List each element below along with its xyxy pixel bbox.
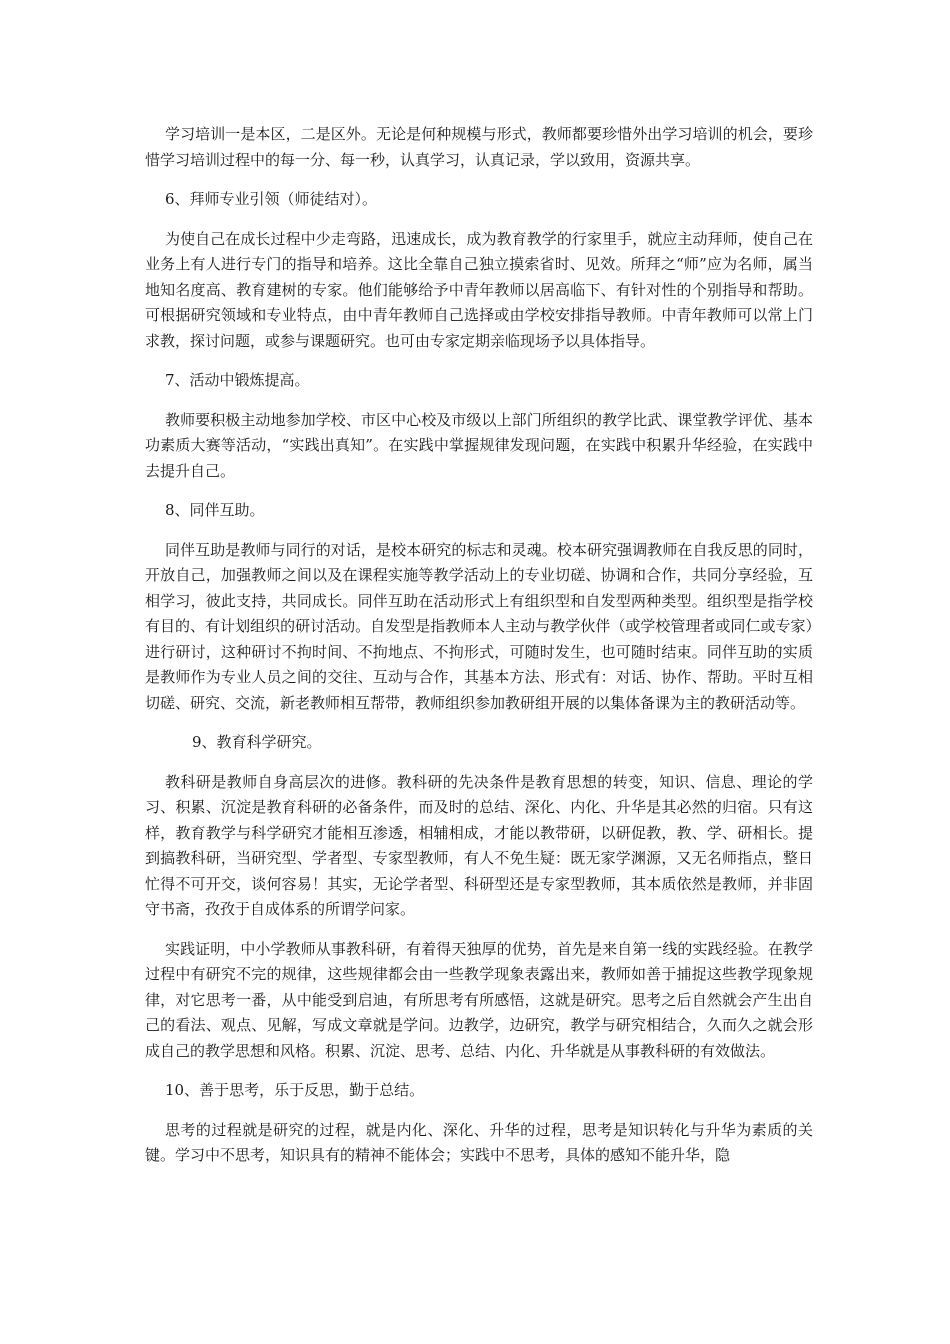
document-body	[145, 122, 813, 1183]
paragraph-training: 学习培训一是本区，二是区外。无论是何种规模与形式，教师都要珍惜外出学习培训的机会，要珍惜学习培训过程中的每一分、每一秒，认真学习，认真记录，学以致用，资源共享。	[145, 125, 813, 169]
heading-item-7: 7、活动中锻炼提高。	[165, 371, 310, 389]
heading-item-8: 8、同伴互助。	[165, 501, 265, 519]
paragraph-activities: 教师要积极主动地参加学校、市区中心校及市级以上部门所组织的教学比武、课堂教学评优、基本功素质大赛等活动，“实践出真知”。在实践中掌握规律发现问题，在实践中积累升华经验，在实践中去提升自己。	[145, 410, 813, 480]
heading-item-10: 10、善于思考，乐于反思，勤于总结。	[165, 1081, 425, 1099]
paragraph-research-2: 实践证明，中小学教师从事教科研，有着得天独厚的优势，首先是来自第一线的实践经验。在教学过程中有研究不完的规律，这些规律都会由一些教学现象表露出来，教师如善于捕捉这些教学现象规律，对它思考一番，从中能受到启迪，有所思考有所感悟，这就是研究。思考之后自然就会产生出自己的看法、观点、见解，写成文章就是学问。边教学，边研究，教学与研究相结合，久而久之就会形成自己的教学思想和风格。积累、沉淀、思考、总结、内化、升华就是从事教科研的有效做法。	[145, 939, 813, 1060]
paragraph-research-1: 教科研是教师自身高层次的进修。教科研的先决条件是教育思想的转变，知识、信息、理论的学习、积累、沉淀是教育科研的必备条件，而及时的总结、深化、内化、升华是其必然的归宿。只有这样，教育教学与科学研究才能相互渗透，相辅相成，才能以教带研，以研促教，教、学、研相长。提到搞教科研，当研究型、学者型、专家型教师，有人不免生疑：既无家学渊源，又无名师指点，整日忙得不可开交，谈何容易！其实，无论学者型、科研型还是专家型教师，其本质依然是教师，并非固守书斋，孜孜于自成体系的所谓学问家。	[145, 772, 813, 918]
paragraph-peer-support: 同伴互助是教师与同行的对话，是校本研究的标志和灵魂。校本研究强调教师在自我反思的同时，开放自己，加强教师之间以及在课程实施等教学活动上的专业切磋、协调和合作，共同分享经验，互相学习，彼此支持，共同成长。同伴互助在活动形式上有组织型和自发型两种类型。组织型是指学校有目的、有计划组织的研讨活动。自发型是指教师本人主动与教学伙伴（或学校管理者或同仁或专家）进行研讨，这种研讨不拘时间、不拘地点、不拘形式，可随时发生，也可随时结束。同伴互助的实质是教师作为专业人员之间的交往、互动与合作，其基本方法、形式有：对话、协作、帮助。平时互相切磋、研究、交流，新老教师相互帮带，教师组织参加教研组开展的以集体备课为主的教研活动等。	[145, 540, 813, 712]
heading-item-9: 9、教育科学研究。	[192, 733, 322, 751]
paragraph-mentorship: 为使自己在成长过程中少走弯路，迅速成长，成为教育教学的行家里手，就应主动拜师，使自己在业务上有人进行专门的指导和培养。这比全靠自己独立摸索省时、见效。所拜之“师”应为名师，属当地知名度高、教育建树的专家。他们能够给予中青年教师以居高临下、有针对性的个别指导和帮助。可根据研究领域和专业特点，由中青年教师自己选择或由学校安排指导教师。中青年教师可以常上门求教，探讨问题，或参与课题研究。也可由专家定期亲临现场予以具体指导。	[145, 229, 813, 350]
heading-item-6: 6、拜师专业引领（师徒结对）。	[165, 190, 378, 208]
paragraph-reflection: 思考的过程就是研究的过程，就是内化、深化、升华的过程，思考是知识转化与升华为素质的关键。学习中不思考，知识具有的精神不能体会；实践中不思考，具体的感知不能升华，隐	[145, 1120, 813, 1164]
